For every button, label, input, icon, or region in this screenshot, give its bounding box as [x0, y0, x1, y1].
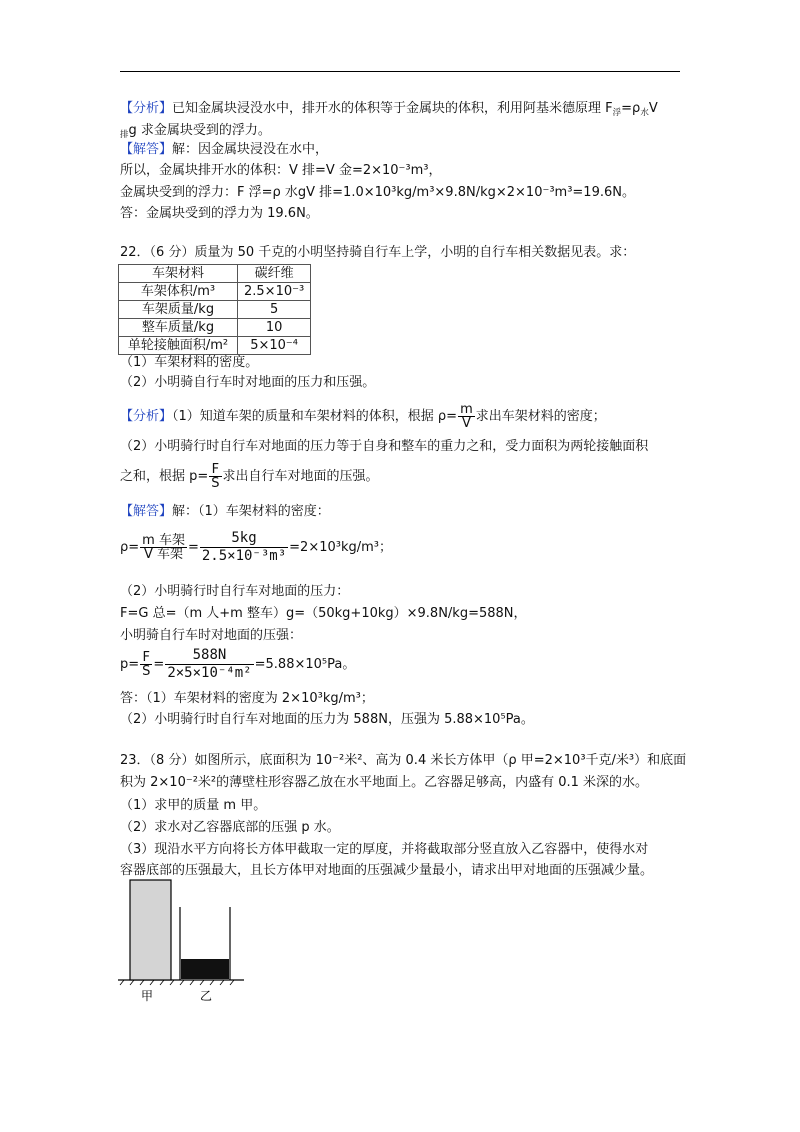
- q22-answer-line-5: 答：（1）车架材料的密度为 2×10³kg/m³；: [120, 691, 374, 706]
- q22-stem: 22．（6 分）质量为 50 千克的小明坚持骑自行车上学，小明的自行车相关数据见表。求：: [120, 245, 636, 260]
- pressure-numeric-fraction: $\frac{588N}{\text{2×5×10⁻⁴m²}}$: [167, 647, 252, 681]
- header-rule: [120, 71, 680, 72]
- ground-hatching: [120, 980, 234, 985]
- pressure-formula-fraction: $\frac{F}{S}$: [211, 462, 220, 491]
- analysis-tag: 【分析】: [120, 101, 173, 116]
- density-calculation: ρ= $\frac{\text{m 车架}}{\text{V 车架}}$ = $\frac{5kg}{\text{2.5×10⁻³m³}}$ =2×10³kg/m³；: [120, 530, 393, 564]
- q22-analysis-line-3: 之和，根据 p= $\frac{F}{S}$ 求出自行车对地面的压强。: [120, 462, 379, 491]
- table-cell: 整车质量/kg: [119, 319, 238, 337]
- analysis-line-1: 【分析】已知金属块浸没水中，排开水的体积等于金属块的体积，利用阿基米德原理 $F_浮=\rho_水V$: [120, 101, 658, 118]
- q23-line-4: （2）求水对乙容器底部的压强 p 水。: [120, 820, 340, 835]
- table-cell: 2.5×10⁻³: [238, 283, 311, 301]
- density-numeric-fraction: $\frac{5kg}{\text{2.5×10⁻³m³}}$: [201, 530, 287, 564]
- analysis-line-2: $_排$g 求金属块受到的浮力。: [120, 123, 271, 140]
- q22-answer-line-4: 小明骑自行车时对地面的压强：: [120, 628, 303, 643]
- q22-sub-2: （2）小明骑自行车时对地面的压力和压强。: [120, 375, 376, 390]
- q23-line-6: 容器底部的压强最大，且长方体甲对地面的压强减少量最小，请求出甲对地面的压强减少量。: [120, 863, 654, 878]
- q22-analysis-line-2: （2）小明骑行时自行车对地面的压力等于自身和整车的重力之和，受力面积为两轮接触面积: [120, 439, 649, 454]
- answer-tag: 【解答】: [120, 504, 173, 519]
- label-jia: 甲: [141, 989, 154, 1003]
- q23-line-1: 23．（8 分）如图所示，底面积为 10⁻²米²、高为 0.4 米长方体甲（ρ 甲=2×10³千克/米³）和底面: [120, 753, 687, 768]
- table-row: [119, 337, 311, 355]
- answer-line-3: 金属块受到的浮力：F 浮=ρ 水gV 排=1.0×10³kg/m³×9.8N/kg×2×10⁻³m³=19.6N。: [120, 185, 635, 200]
- density-formula-fraction: $\frac{m}{V}$: [460, 402, 473, 431]
- table-row: [119, 301, 311, 319]
- q22-sub-1: （1）车架材料的密度。: [120, 355, 259, 370]
- table-cell: 10: [238, 319, 311, 337]
- water-in-container: [181, 959, 229, 979]
- table-row: [119, 283, 311, 301]
- q23-figure: [118, 875, 248, 1005]
- q22-answer-line-6: （2）小明骑行时自行车对地面的压力为 588N，压强为 5.88×10⁵Pa。: [120, 712, 534, 727]
- analysis-tag: 【分析】: [120, 409, 173, 424]
- q22-answer-line-1: 【解答】解：（1）车架材料的密度：: [120, 504, 330, 519]
- table-cell: 单轮接触面积/m²: [119, 337, 238, 355]
- answer-tag: 【解答】: [120, 142, 173, 157]
- q23-line-5: （3）现沿水平方向将长方体甲截取一定的厚度，并将截取部分竖直放入乙容器中，使得水对: [120, 842, 649, 857]
- pressure-calculation: p= $\frac{F}{S}$ = $\frac{588N}{\text{2×5×10⁻⁴m²}}$ =5.88×10⁵Pa。: [120, 647, 356, 681]
- pressure-symbolic-fraction: $\frac{F}{S}$: [142, 650, 151, 679]
- label-yi: 乙: [200, 989, 213, 1003]
- q22-answer-line-3: F=G 总=（m 人+m 整车）g=（50kg+10kg）×9.8N/kg=588N，: [120, 606, 527, 621]
- table-cell: 5×10⁻⁴: [238, 337, 311, 355]
- table-row: [119, 319, 311, 337]
- table-cell: 车架体积/m³: [119, 283, 238, 301]
- table-header-row: [119, 265, 311, 283]
- density-symbolic-fraction: $\frac{\text{m 车架}}{\text{V 车架}}$: [142, 533, 185, 562]
- q23-line-3: （1）求甲的质量 m 甲。: [120, 798, 267, 813]
- q23-line-2: 积为 2×10⁻²米²的薄壁柱形容器乙放在水平地面上。乙容器足够高，内盛有 0.1 米深的水。: [120, 775, 649, 790]
- answer-line-4: 答：金属块受到的浮力为 19.6N。: [120, 206, 319, 221]
- q22-data-table: [118, 264, 311, 355]
- table-header-cell: 车架材料: [119, 265, 238, 283]
- q22-analysis-line-1: 【分析】（1）知道车架的质量和车架材料的体积，根据 ρ= $\frac{m}{V}$ 求出车架材料的密度；: [120, 402, 606, 431]
- block-jia: [130, 880, 171, 980]
- container-yi: [180, 907, 230, 980]
- answer-line-1: 【解答】解：因金属块浸没在水中，: [120, 142, 329, 157]
- table-cell: 5: [238, 301, 311, 319]
- answer-line-2: 所以，金属块排开水的体积：V 排=V 金=2×10⁻³m³，: [120, 163, 442, 178]
- q22-answer-line-2: （2）小明骑行时自行车对地面的压力：: [120, 584, 350, 599]
- table-header-cell: 碳纤维: [238, 265, 311, 283]
- table-cell: 车架质量/kg: [119, 301, 238, 319]
